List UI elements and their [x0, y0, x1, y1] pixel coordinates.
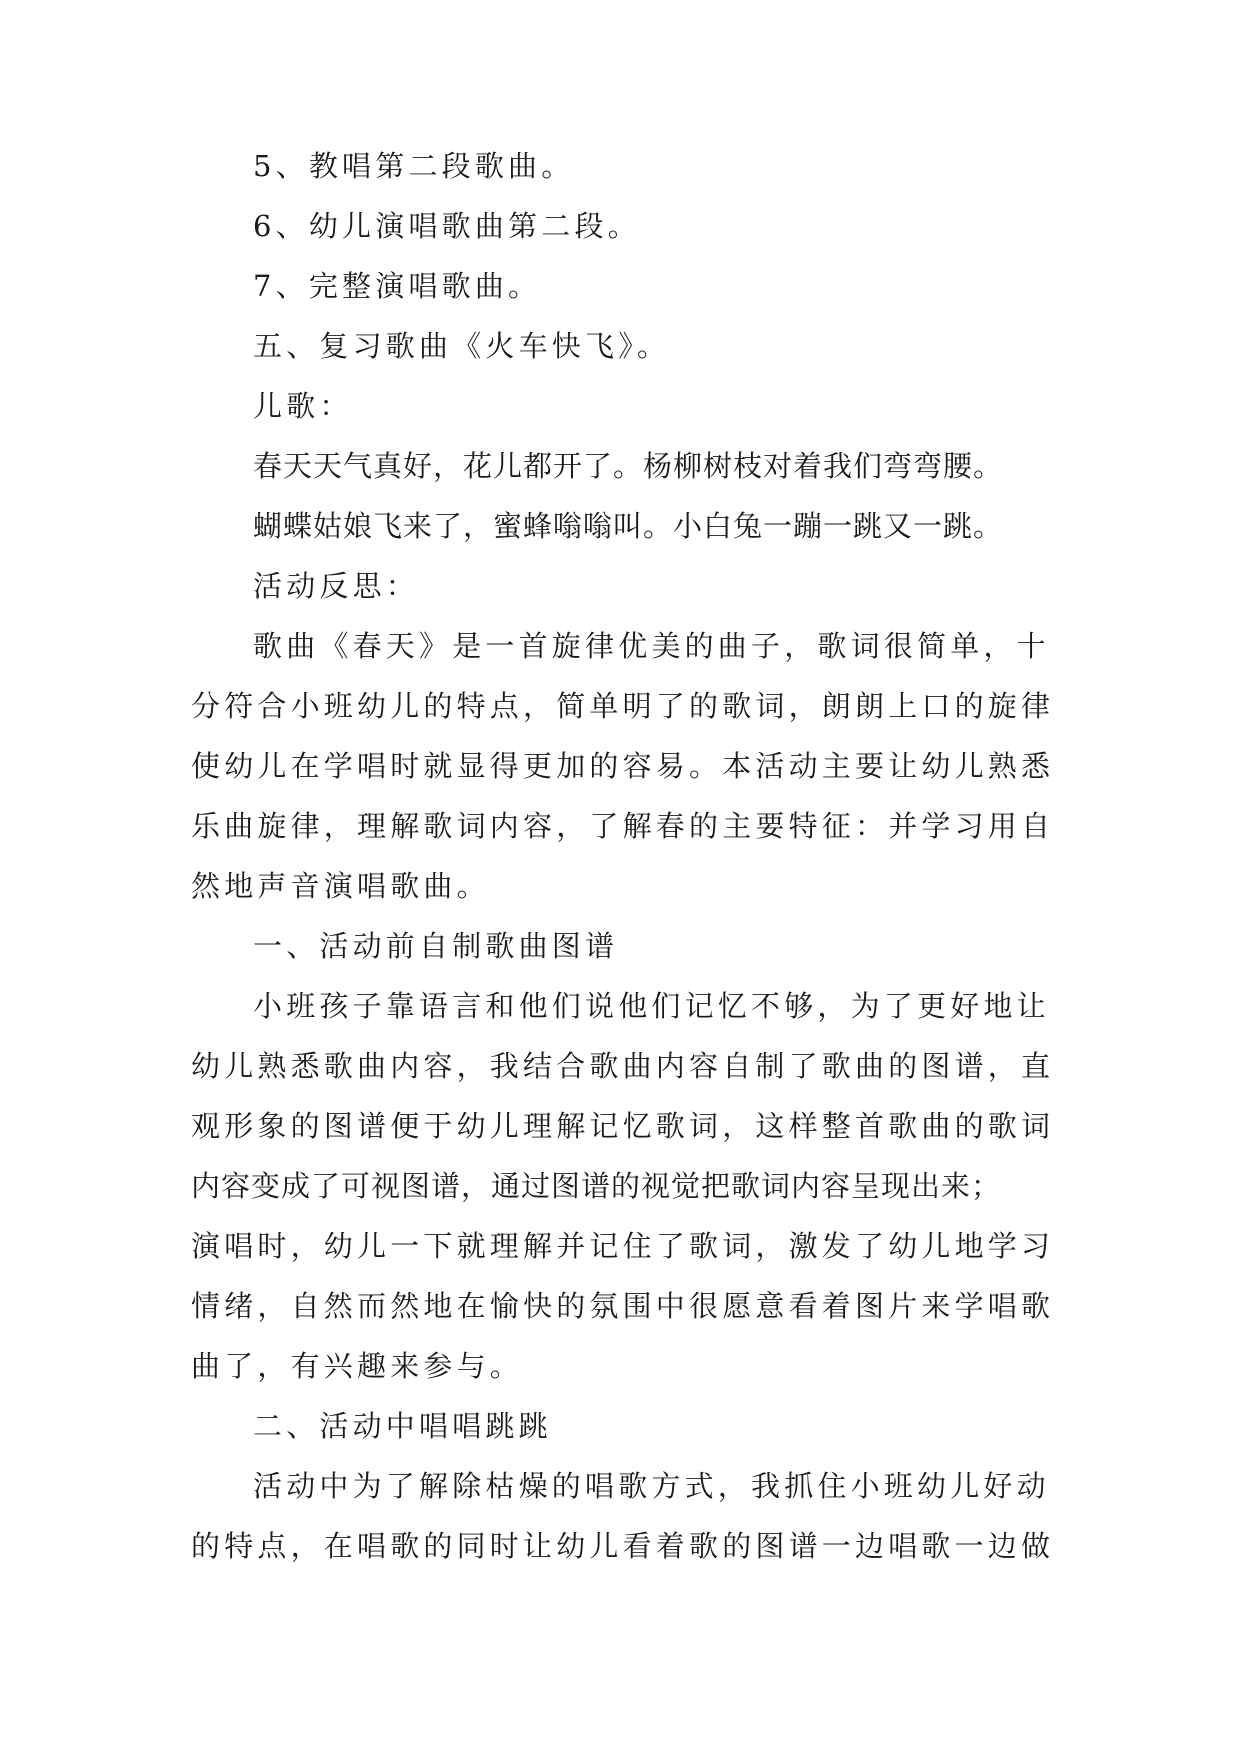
text-line: 6、幼儿演唱歌曲第二段。: [253, 209, 641, 243]
paragraph-line: 内容变成了可视图谱，通过图谱的视觉把歌词内容呈现出来；: [191, 1169, 1002, 1203]
text-line: 春天天气真好，花儿都开了。杨柳树枝对着我们弯弯腰。: [253, 449, 1004, 483]
paragraph-line: 然地声音演唱歌曲。: [191, 869, 490, 903]
paragraph-line: 的特点，在唱歌的同时让幼儿看着歌的图谱一边唱歌一边做: [191, 1529, 1055, 1563]
paragraph-line: 曲了，有兴趣来参与。: [191, 1349, 524, 1383]
paragraph-line: 情绪，自然而然地在愉快的氛围中很愿意看着图片来学唱歌: [191, 1289, 1055, 1323]
paragraph-line: 使幼儿在学唱时就显得更加的容易。本活动主要让幼儿熟悉: [191, 749, 1055, 783]
text-line: 7、完整演唱歌曲。: [253, 269, 542, 303]
paragraph-line: 分符合小班幼儿的特点，简单明了的歌词，朗朗上口的旋律: [191, 689, 1055, 723]
section-heading: 二、活动中唱唱跳跳: [253, 1409, 552, 1443]
text-line: 蝴蝶姑娘飞来了，蜜蜂嗡嗡叫。小白兔一蹦一跳又一跳。: [253, 509, 1004, 543]
paragraph-line: 活动中为了解除枯燥的唱歌方式，我抓住小班幼儿好动: [253, 1469, 1050, 1503]
paragraph-line: 小班孩子靠语言和他们说他们记忆不够，为了更好地让: [253, 989, 1050, 1023]
text-line: 活动反思：: [253, 569, 420, 603]
paragraph-line: 观形象的图谱便于幼儿理解记忆歌词，这样整首歌曲的歌词: [191, 1109, 1055, 1143]
text-line: 儿歌：: [253, 389, 353, 423]
section-heading: 五、复习歌曲《火车快飞》。: [253, 329, 671, 363]
paragraph-line: 幼儿熟悉歌曲内容，我结合歌曲内容自制了歌曲的图谱，直: [191, 1049, 1055, 1083]
paragraph-line: 乐曲旋律，理解歌词内容，了解春的主要特征：并学习用自: [191, 809, 1055, 843]
section-heading: 一、活动前自制歌曲图谱: [253, 929, 619, 963]
paragraph-line: 歌曲《春天》是一首旋律优美的曲子，歌词很简单，十: [253, 629, 1050, 663]
text-line: 5、教唱第二段歌曲。: [253, 149, 575, 183]
paragraph-line: 演唱时，幼儿一下就理解并记住了歌词，激发了幼儿地学习: [191, 1229, 1055, 1263]
